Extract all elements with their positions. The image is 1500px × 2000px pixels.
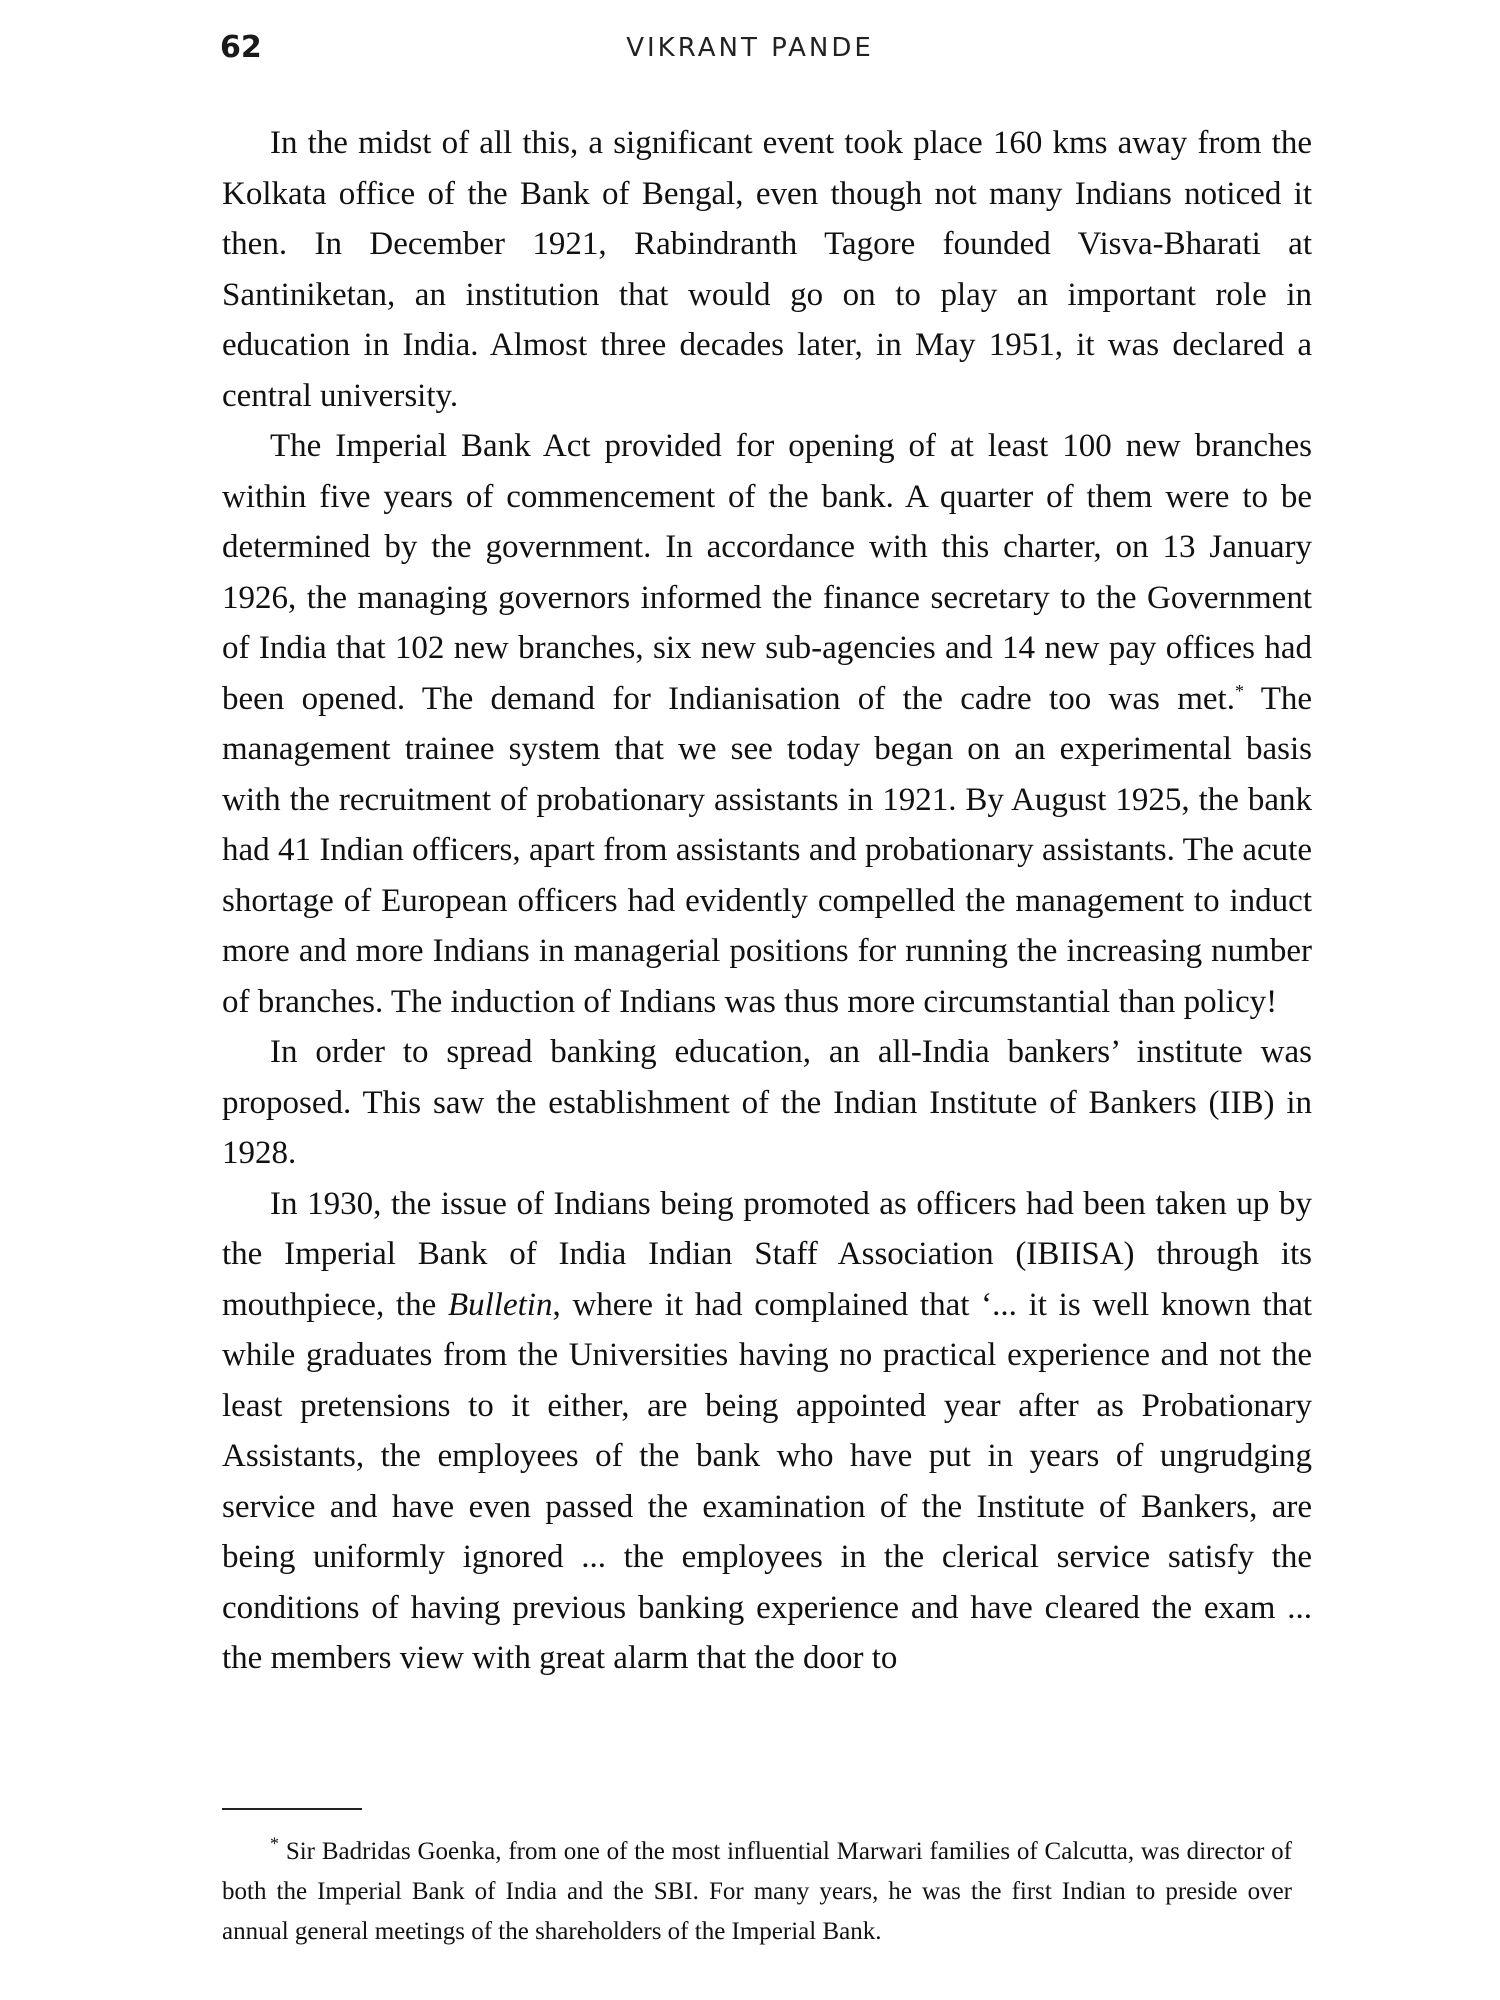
paragraph-ibiisa-bulletin [222, 1179, 1312, 1684]
paragraph-2-text-a: The Imperial Bank Act provided for opening of at least 100 new branches within five years of commencement of the bank. A quarter of them were to be determined by the government. In accordance with this charter, on 13 January 1926, the managing governors informed the finance secretary to the Government of India that 102 new branches, six new sub-agencies and 14 new pay offices had been opened. The demand for Indianisation of the cadre too was met. [222, 428, 1312, 717]
paragraph-3-text: In order to spread banking education, an all-India bankers’ institute was proposed. This saw the establishment of the Indian Institute of Bankers (IIB) in 1928. [222, 1034, 1312, 1171]
footnote-mark: * [270, 1833, 279, 1854]
paragraph-4-text-a: In 1930, the issue of Indians being promoted as officers had been taken up by the Imperial Bank of India Indian Staff Association (IBIISA) through its mouthpiece, the [222, 1185, 1312, 1323]
paragraph-tagore-visva-bharati [222, 118, 1312, 421]
footnote-text: Sir Badridas Goenka, from one of the most influential Marwari families of Calcutta, was director of both the Imperial Bank of India and the SBI. For many years, he was the first Indian to preside over annual general meetings of the shareholders of the Imperial Bank. [222, 1838, 1292, 1945]
footnote-divider [222, 1808, 362, 1810]
page-number: 62 [220, 30, 262, 65]
footnote-paragraph [222, 1832, 1292, 1952]
paragraph-imperial-bank-act [222, 421, 1312, 1027]
paragraph-2-text-b: The management trainee system that we see today began on an experimental basis with the recruitment of probationary assistants in 1921. By August 1925, the bank had 41 Indian officers, apart from assistants and probationary assistants. The acute shortage of European officers had evidently compelled the management to induct more and more Indians in managerial positions for running the increasing number of branches. The induction of Indians was thus more circumstantial than policy! [222, 680, 1312, 1020]
paragraph-bankers-institute [222, 1027, 1312, 1179]
footnote [222, 1832, 1292, 1952]
bulletin-title: Bulletin [447, 1286, 553, 1323]
running-head: VIKRANT PANDE [626, 33, 874, 63]
footnote-reference-mark[interactable]: * [1234, 680, 1244, 701]
paragraph-4-text-b: , where it had complained that ‘... it is well known that while graduates from the Universities having no practical experience and not the least pretensions to it either, are being appointed year after as Probationary Assistants, the employees of the bank who have put in years of ungrudging service and have even passed the examination of the Institute of Bankers, are being uniformly ignored ... the employees in the clerical service satisfy the conditions of having previous banking experience and have cleared the exam ... the members view with great alarm that the door to [222, 1286, 1313, 1676]
body-text [222, 118, 1312, 1684]
paragraph-1-text: In the midst of all this, a significant event took place 160 kms away from the Kolkata office of the Bank of Bengal, even though not many Indians noticed it then. In December 1921, Rabindranth Tagore founded Visva-Bharati at Santiniketan, an institution that would go on to play an important role in education in India. Almost three decades later, in May 1951, it was declared a central university. [222, 125, 1312, 414]
